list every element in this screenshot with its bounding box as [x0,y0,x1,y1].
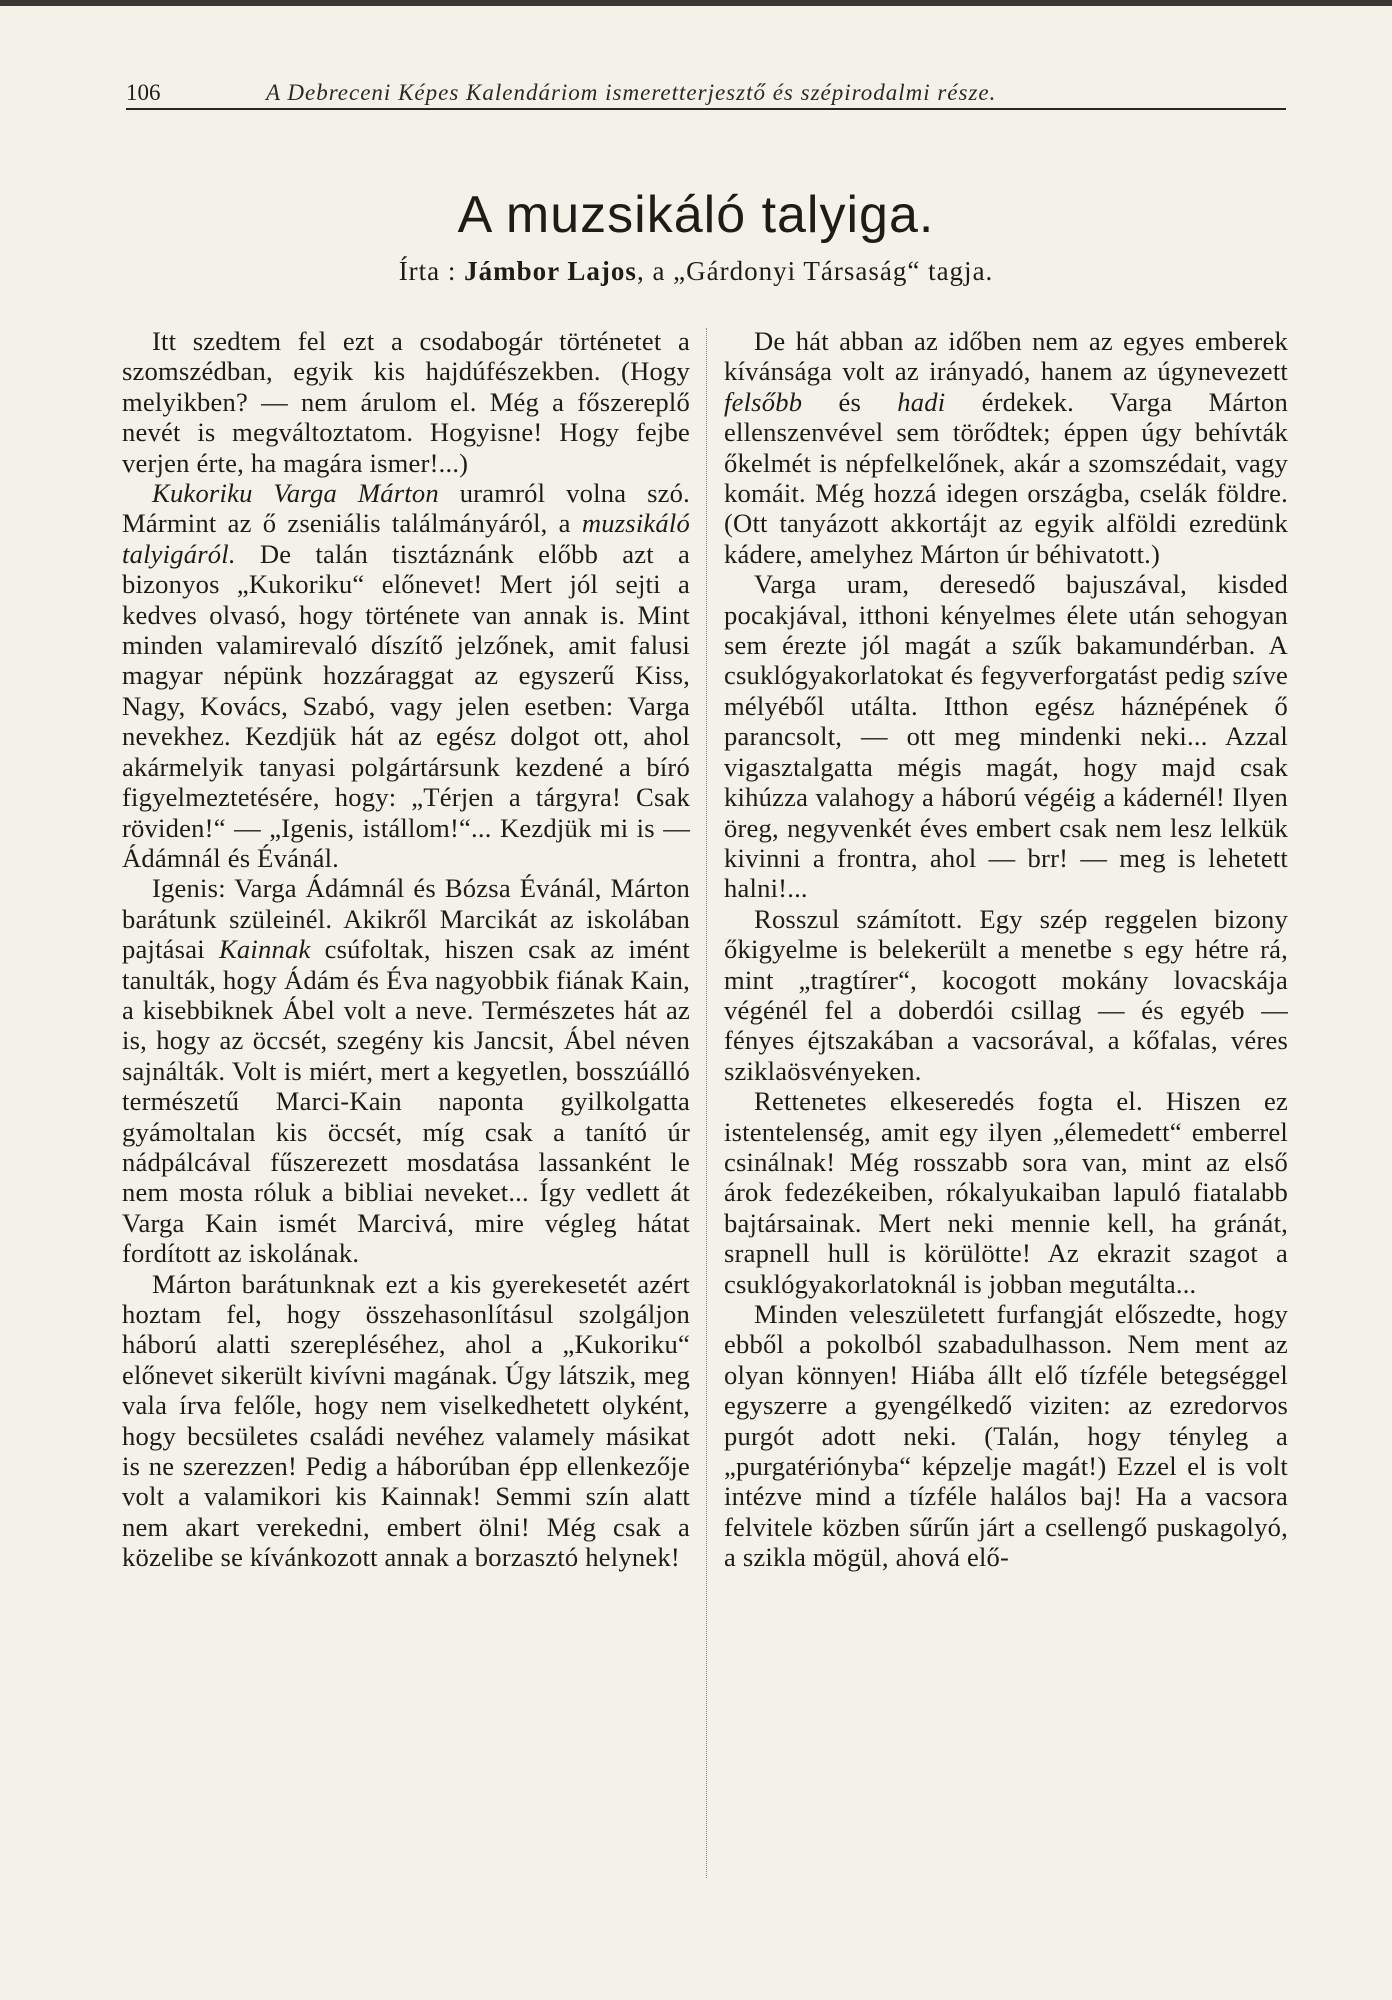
italic-word: felsőbb [724,386,803,417]
article-title: A muzsikáló talyiga. [457,186,935,244]
paragraph: Varga uram, deresedő bajuszával, kisded pocakjával, itthoni kényelmes élete után sehogyan sem érezte jól magát a szűk bakamundérban. A csuklógyakorlatokat és fegyverforgatást pedig szíve mélyéből utálta. Itthon egész háznépének ő parancsolt, — ott meg mindenki neki... Azzal vigasztalgatta mégis magát, hogy majd csak kihúzza valahogy a háború végéig a kádernél! Ilyen öreg, negyvenkét éves embert csak nem lesz lelkük kivinni a frontra, ahol — brr! — meg is lehetett halni!... [724,569,1288,904]
paragraph: Minden veleszületett furfangját előszedte, hogy ebből a pokolból szabadulhasson. Nem ment az olyan könnyen! Hiába állt elő tízféle betegséggel egyszerre a gyengélkedő viziten: az ezredorvos purgót adott neki. (Talán, hogy tényleg a „purgatériónyba“ képzelje magát!) Ezzel el is volt intézve mind a tízféle halálos baj! Ha a vacsora felvitele közben sűrűn járt a csellengő puskagolyó, a szikla mögül, ahová elő- [724,1299,1288,1573]
paragraph: Rosszul számított. Egy szép reggelen bizony őkigyelme is belekerült a menetbe s egy hétre rá, mint „tragtírer“, kocogott mokány lovacskája végénél fel a doberdói csillag — és egyéb — fényes éjtszakában a vacsorával, a kőfalas, véres sziklaösvényeken. [724,903,1288,1086]
italic-word: Kainnak [218,934,311,965]
column-divider [706,328,707,1878]
running-head [126,78,1286,110]
byline [0,254,1392,288]
paragraph: Igenis: Varga Ádámnál és Bózsa Évánál, Márton barátunk szüleinél. Akikről Marcikát az iskolában pajtásai Kainnak csúfoltak, hiszen csak az imént tanulták, hogy Ádám és Éva nagyobbik fiának Kain, a kisebbiknek Ábel volt a neve. Természetes hát az is, hogy az öccsét, szegény kis Jancsit, Ábel néven sajnálták. Volt is miért, mert a kegyetlen, bosszúálló természetű Marci-Kain naponta gyilkolgatta gyámoltalan kis öccsét, míg csak a tanító úr nádpálcával fűszerezett mosdatása lassanként le nem mosta róluk a bibliai neveket... Így vedlett át Varga Kain ismét Marcivá, mire végleg hátat fordított az iskolának. [122,873,690,1269]
paragraph: Kukoriku Varga Márton uramról volna szó. Mármint az ő zseniális találmányáról, a muzsikáló talyigáról. De talán tisztáznánk előbb azt a bizonyos „Kukoriku“ előnevet! Mert jól sejti a kedves olvasó, hogy története van annak is. Mint minden valamirevaló díszítő jelzőnek, amit falusi magyar népünk hozzáraggat az egyszerű Kiss, Nagy, Kovács, Szabó, vagy jelen esetben: Varga nevekhez. Kezdjük hát az egész dolgot ott, ahol akármelyik tanyasi polgártársunk kezdené a bíró figyelmeztetésére, hogy: „Térjen a tárgyra! Csak röviden!“ — „Igenis, istállom!“... Kezdjük mi is — Ádámnál és Évánál. [122,478,690,873]
italic-title: muzsikáló talyigáról. [122,508,690,569]
byline-prefix: Írta : [398,256,457,286]
italic-name: Kukoriku Varga Márton [152,478,439,509]
paragraph: Rettenetes elkeseredés fogta el. Hiszen ez istentelenség, amit egy ilyen „élemedett“ emberrel csinálnak! Még rosszabb sora van, mint az első árok fedezékeiben, rókalyukaiban lapuló fiatalabb bajtársainak. Mert neki mennie kell, ha gránát, srapnell hull is körülötte! Az ekrazit szagot a csuklógyakorlatoknál is jobban megutálta... [724,1086,1288,1299]
running-title: A Debreceni Képes Kalendáriom ismeretterjesztő és szépirodalmi része. [266,80,997,105]
page-number: 106 [126,80,161,105]
paragraph: Itt szedtem fel ezt a csodabogár történetet a szomszédban, egyik kis hajdúfészekben. (Hogy melyikben? — nem árulom el. Még a főszereplő nevét is megváltoztatom. Hogyisne! Hogy fejbe verjen érte, ha magára ismer!...) [122,326,690,478]
paragraph: De hát abban az időben nem az egyes emberek kívánsága volt az irányadó, hanem az úgynevezett felsőbb és hadi érdekek. Varga Márton ellenszenvével sem törődtek; éppen úgy behívták őkelmét is népfelkelőnek, akár a szomszédait, vagy komáit. Még hozzá idegen országba, cselák földre. (Ott tanyázott akkortájt az egyik alföldi ezredünk kádere, amelyhez Márton úr béhivatott.) [724,326,1289,569]
right-column [724,326,1288,1573]
paragraph: Márton barátunknak ezt a kis gyerekesetét azért hoztam fel, hogy összehasonlításul szolgáljon háború alatti szerepléséhez, ahol a „Kukoriku“ előnevet sikerült kivívni magának. Úgy látszik, meg vala írva felőle, hogy nem viselkedhetett olyként, hogy becsületes családi nevéhez valamely másikat is ne szerezzen! Pedig a háborúban épp ellenkezője volt a valamikori kis Kainnak! Semmi szín alatt nem akart verekedni, embert ölni! Még csak a közelibe se kívánkozott annak a borzasztó helynek! [122,1268,690,1573]
byline-suffix: , a „Gárdonyi Társaság“ tagja. [636,256,994,286]
byline-author: Jámbor Lajos [464,256,637,286]
left-column [122,326,690,1573]
top-border-rule [0,0,1392,6]
italic-word: hadi [897,386,946,417]
